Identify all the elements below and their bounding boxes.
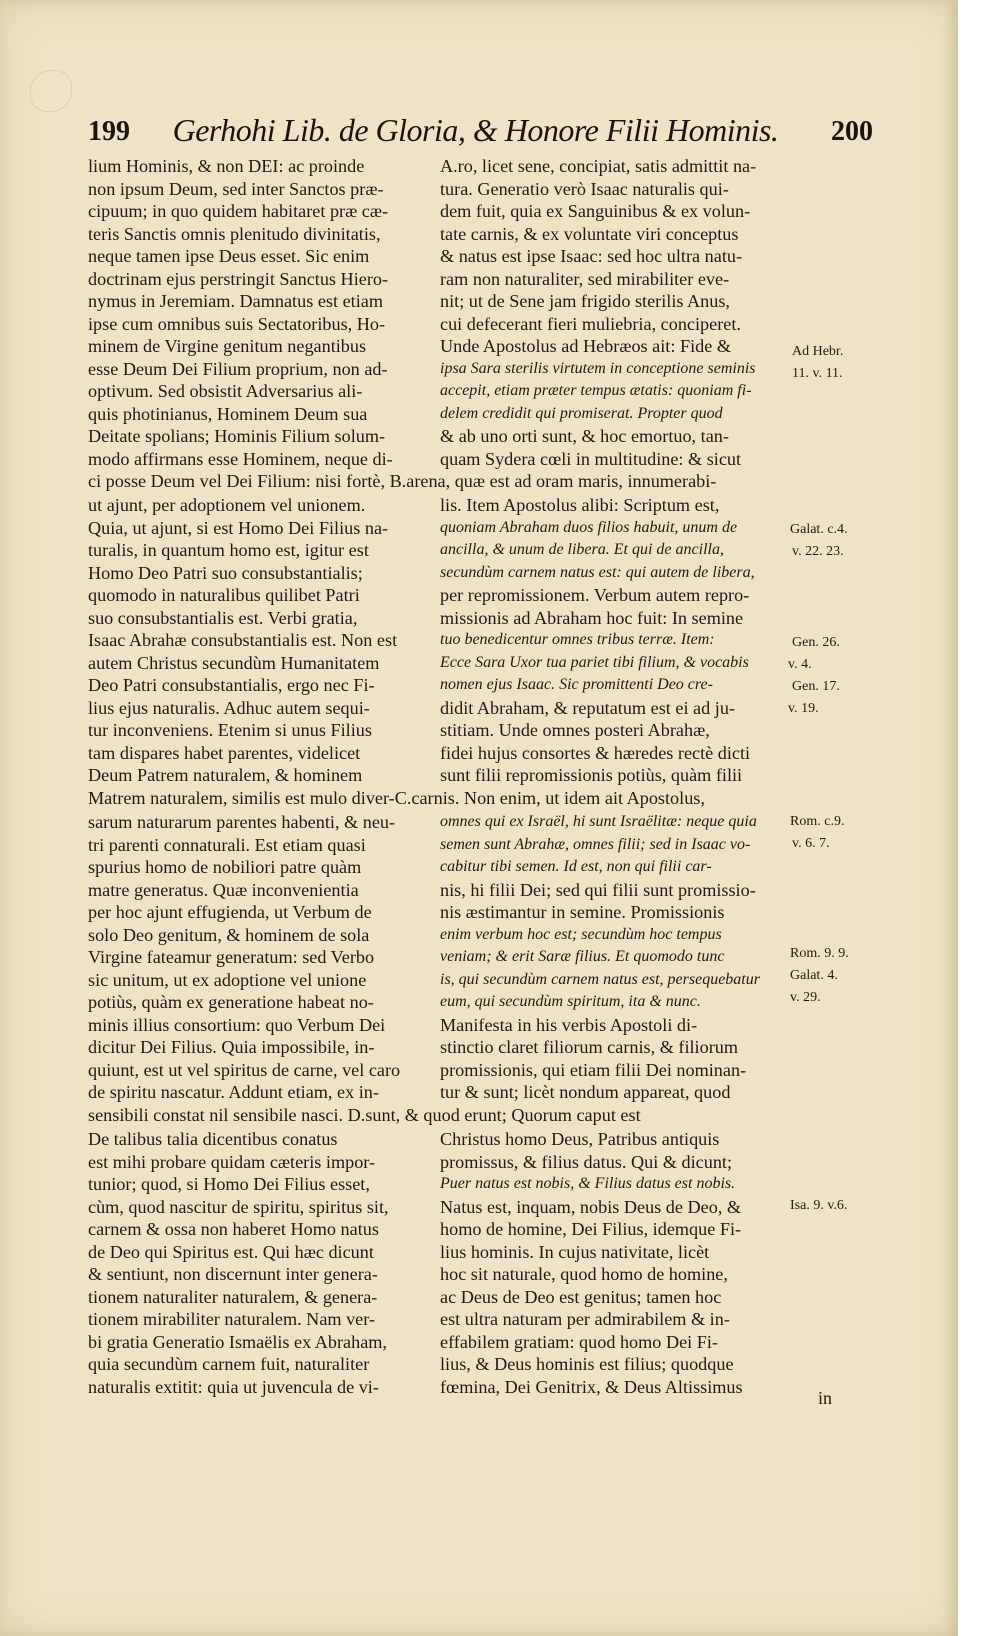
text-line: semen sunt Abrahæ, omnes filii; sed in Isaac vo- xyxy=(440,835,751,853)
text-line: tur inconveniens. Etenim si unus Filius xyxy=(88,720,372,740)
text-line: promissus, & filius datus. Qui & dicunt; xyxy=(440,1151,733,1172)
text-line: bi gratia Generatio Ismaëlis ex Abraham, xyxy=(88,1331,387,1352)
text-line: Natus est, inquam, nobis Deus de Deo, & xyxy=(440,1196,742,1217)
text-line: minis illius consortium: quo Verbum Dei xyxy=(88,1014,386,1035)
text-line: cipuum; in quo quidem habitaret præ cæ- xyxy=(88,201,389,221)
text-line: Matrem naturalem, similis est mulo diver-C.carnis. Non enim, ut idem ait Apostolus, xyxy=(88,788,705,808)
text-line: est mihi probare quidam cæteris impor- xyxy=(88,1151,376,1172)
text-line: fidei hujus consortes & hæredes rectè dicti xyxy=(440,742,751,763)
text-line: sunt filii repromissionis potiùs, quàm filii xyxy=(440,765,743,785)
text-line: sic unitum, ut ex adoptione vel unione xyxy=(88,969,367,990)
text-line: neque tamen ipse Deus esset. Sic enim xyxy=(88,246,370,266)
text-line: Virgine fateamur generatum: sed Verbo xyxy=(88,947,375,967)
text-line: is, qui secundùm carnem natus est, persequebatur xyxy=(440,970,760,988)
text-line: quam Sydera cœli in multitudine: & sicut xyxy=(440,448,742,469)
text-line: effabilem gratiam: quod homo Dei Fi- xyxy=(440,1331,718,1352)
text-line: Unde Apostolus ad Hebræos ait: Fide & xyxy=(440,336,731,356)
right-column-bottom xyxy=(440,1128,785,1398)
text-line: ram non naturaliter, sed mirabiliter eve- xyxy=(440,268,730,289)
text-line: nit; ut de Sene jam frigido sterilis Anus, xyxy=(440,291,730,311)
text-line: tunior; quod, si Homo Dei Filius esset, xyxy=(88,1174,370,1194)
text-line: ipse cum omnibus suis Sectatoribus, Ho- xyxy=(88,313,386,334)
page-header xyxy=(88,112,873,156)
text-line: enim verbum hoc est; secundùm hoc tempus xyxy=(440,925,722,943)
page-number-right: 200 xyxy=(831,116,873,147)
text-line: veniam; & erit Saræ filius. Et quomodo tunc xyxy=(440,948,725,965)
text-line: dicitur Dei Filius. Quia impossibile, in- xyxy=(88,1037,375,1057)
text-line: tam dispares habet parentes, videlicet xyxy=(88,742,361,763)
text-line: Ecce Sara Uxor tua pariet tibi filium, & vocabis xyxy=(440,653,749,671)
margin-note: Galat. 4. xyxy=(790,968,838,983)
text-line: De talibus talia dicentibus conatus xyxy=(88,1129,338,1149)
text-line: modo affirmans esse Hominem, neque di- xyxy=(88,448,393,469)
text-line: Homo Deo Patri suo consubstantialis; xyxy=(88,562,363,583)
text-line: cui defecerant fieri muliebria, conciperet. xyxy=(440,313,741,334)
text-line: ancilla, & unum de libera. Et qui de ancilla, xyxy=(440,541,724,558)
text-line: hoc sit naturale, quod homo de homine, xyxy=(440,1264,728,1284)
left-column-middle xyxy=(88,494,433,787)
section-marker-c-row xyxy=(88,787,788,810)
text-line: est ultra naturam per admirabilem & in- xyxy=(440,1309,730,1329)
margin-note: Isa. 9. v.6. xyxy=(790,1198,848,1213)
text-line: Deitate spolians; Hominis Filium solum- xyxy=(88,426,386,446)
text-line: turalis, in quantum homo est, igitur est xyxy=(88,540,369,560)
text-line: Manifesta in his verbis Apostoli di- xyxy=(440,1014,698,1035)
text-line: tuo benedicentur omnes tribus terræ. Item: xyxy=(440,631,715,648)
text-line: lius, & Deus hominis est filius; quodque xyxy=(440,1354,734,1374)
text-line: doctrinam ejus perstringit Sanctus Hiero- xyxy=(88,268,389,289)
text-line: ac Deus de Deo est genitus; tamen hoc xyxy=(440,1286,722,1307)
right-column-middle xyxy=(440,494,785,787)
text-line: lis. Item Apostolus alibi: Scriptum est, xyxy=(440,495,720,515)
margin-note: Galat. c.4. xyxy=(790,522,848,537)
text-line: Deum Patrem naturalem, & hominem xyxy=(88,765,363,785)
text-line: autem Christus secundùm Humanitatem xyxy=(88,652,380,673)
text-line: quis photinianus, Hominem Deum sua xyxy=(88,403,368,424)
text-line: tate carnis, & ex voluntate viri conceptus xyxy=(440,223,739,244)
section-marker-d-row xyxy=(88,1104,788,1127)
text-line: cabitur tibi semen. Id est, non qui filii car- xyxy=(440,858,712,875)
text-line: fœmina, Dei Genitrix, & Deus Altissimus xyxy=(440,1376,743,1397)
text-line: per hoc ajunt effugienda, ut Verbum de xyxy=(88,902,372,922)
running-title: Gerhohi Lib. de Gloria, & Honore Filii Hominis. xyxy=(172,112,779,148)
margin-note: Rom. c.9. xyxy=(790,814,845,829)
text-line: tri parenti connaturali. Est etiam quasi xyxy=(88,834,366,855)
text-line: Quia, ut ajunt, si est Homo Dei Filius na- xyxy=(88,517,389,538)
text-line: quoniam Abraham duos filios habuit, unum de xyxy=(440,518,738,536)
text-line: dem fuit, quia ex Sanguinibus & ex volun- xyxy=(440,201,751,221)
text-line: nis æstimantur in semine. Promissionis xyxy=(440,902,725,922)
text-line: suo consubstantialis est. Verbi gratia, xyxy=(88,607,358,628)
text-line: non ipsum Deum, sed inter Sanctos præ- xyxy=(88,178,384,199)
margin-note: Rom. 9. 9. xyxy=(790,946,849,961)
text-line: quiunt, est ut vel spiritus de carne, vel caro xyxy=(88,1059,401,1080)
text-line: tionem naturaliter naturalem, & genera- xyxy=(88,1286,378,1307)
text-line: matre generatus. Quæ inconvenientia xyxy=(88,879,359,900)
text-line: tura. Generatio verò Isaac naturalis qui- xyxy=(440,178,729,199)
margin-note: v. 6. 7. xyxy=(792,836,830,851)
text-line: stinctio claret filiorum carnis, & filiorum xyxy=(440,1037,738,1057)
text-line: delem credidit qui promiserat. Propter quod xyxy=(440,404,723,422)
text-line: per repromissionem. Verbum autem repro- xyxy=(440,585,750,605)
text-line: nymus in Jeremiam. Damnatus est etiam xyxy=(88,291,383,311)
text-line: nomen ejus Isaac. Sic promittenti Deo cre- xyxy=(440,676,713,693)
margin-note: Gen. 26. xyxy=(792,635,840,650)
text-line: ci posse Deum vel Dei Filium: nisi fortè, B.arena, quæ est ad oram maris, innumerabi- xyxy=(88,471,717,491)
text-line: Puer natus est nobis, & Filius datus est nobis. xyxy=(440,1175,736,1192)
text-line: naturalis extitit: quia ut juvencula de vi- xyxy=(88,1376,379,1397)
text-line: sarum naturarum parentes habenti, & neu- xyxy=(88,812,396,832)
text-line: minem de Virgine genitum negantibus xyxy=(88,336,367,356)
text-line: accepit, etiam præter tempus ætatis: quoniam fi- xyxy=(440,382,752,399)
text-line: sensibili constat nil sensibile nasci. D.sunt, & quod erunt; Quorum caput est xyxy=(88,1105,641,1125)
text-line: promissionis, qui etiam filii Dei nominan- xyxy=(440,1059,747,1080)
right-column-top xyxy=(440,155,785,470)
text-line: potiùs, quàm ex generatione habeat no- xyxy=(88,992,374,1012)
text-line: Christus homo Deus, Patribus antiquis xyxy=(440,1129,720,1149)
text-line: omnes qui ex Israël, hi sunt Israëlitæ: neque quia xyxy=(440,813,757,830)
catchword: in xyxy=(818,1388,833,1408)
margin-note: 11. v. 11. xyxy=(792,366,843,381)
text-line: de Deo qui Spiritus est. Qui hæc dicunt xyxy=(88,1241,374,1262)
left-column-top xyxy=(88,155,433,470)
text-line: nis, hi filii Dei; sed qui filii sunt promissio- xyxy=(440,879,756,900)
page-stain xyxy=(30,70,72,112)
text-line: & sentiunt, non discernunt inter genera- xyxy=(88,1264,378,1284)
margin-note: v. 19. xyxy=(788,701,819,716)
text-line: teris Sanctis omnis plenitudo divinitatis, xyxy=(88,223,381,244)
text-line: cùm, quod nascitur de spiritu, spiritus sit, xyxy=(88,1196,389,1217)
section-marker-b-row xyxy=(88,470,788,493)
text-line: lius ejus naturalis. Adhuc autem sequi- xyxy=(88,697,370,718)
margin-note: Gen. 17. xyxy=(792,679,840,694)
text-line: tur & sunt; licèt nondum appareat, quod xyxy=(440,1082,731,1102)
text-line: secundùm carnem natus est: qui autem de libera, xyxy=(440,563,755,581)
margin-note: v. 22. 23. xyxy=(792,544,844,559)
text-line: solo Deo genitum, & hominem de sola xyxy=(88,924,370,945)
text-line: didit Abraham, & reputatum est ei ad ju- xyxy=(440,697,735,718)
text-line: spurius homo de nobiliori patre quàm xyxy=(88,857,362,877)
left-column-lower xyxy=(88,811,433,1104)
text-line: de spiritu nascatur. Addunt etiam, ex in- xyxy=(88,1082,379,1102)
margin-note: v. 4. xyxy=(788,657,812,672)
text-line: homo de homine, Dei Filius, idemque Fi- xyxy=(440,1219,742,1239)
margin-note: Ad Hebr. xyxy=(792,344,844,359)
text-line: A.ro, licet sene, concipiat, satis admittit na- xyxy=(440,156,757,176)
text-line: optivum. Sed obsistit Adversarius ali- xyxy=(88,381,363,401)
text-line: tionem mirabiliter naturalem. Nam ver- xyxy=(88,1309,375,1329)
page-number-left: 199 xyxy=(88,116,130,147)
text-line: & natus est ipse Isaac: sed hoc ultra natu- xyxy=(440,246,743,266)
text-line: lium Hominis, & non DEI: ac proinde xyxy=(88,156,365,176)
text-line: Deo Patri consubstantialis, ergo nec Fi- xyxy=(88,675,375,695)
text-line: ut ajunt, per adoptionem vel unionem. xyxy=(88,495,366,515)
text-line: eum, qui secundùm spiritum, ita & nunc. xyxy=(440,993,701,1010)
left-column-bottom xyxy=(88,1128,433,1398)
text-line: ipsa Sara sterilis virtutem in conceptione seminis xyxy=(440,359,756,377)
text-line: stitiam. Unde omnes posteri Abrahæ, xyxy=(440,720,710,740)
text-line: esse Deum Dei Filium proprium, non ad- xyxy=(88,358,388,379)
text-line: carnem & ossa non haberet Homo natus xyxy=(88,1219,379,1239)
text-line: quia secundùm carnem fuit, naturaliter xyxy=(88,1354,370,1374)
text-line: & ab uno orti sunt, & hoc emortuo, tan- xyxy=(440,426,729,446)
margin-note: v. 29. xyxy=(790,990,821,1005)
text-line: missionis ad Abraham hoc fuit: In semine xyxy=(440,607,744,628)
text-line: quomodo in naturalibus quilibet Patri xyxy=(88,585,360,605)
right-column-lower xyxy=(440,811,785,1104)
text-line: lius hominis. In cujus nativitate, licèt xyxy=(440,1241,710,1262)
text-line: Isaac Abrahæ consubstantialis est. Non est xyxy=(88,630,398,650)
